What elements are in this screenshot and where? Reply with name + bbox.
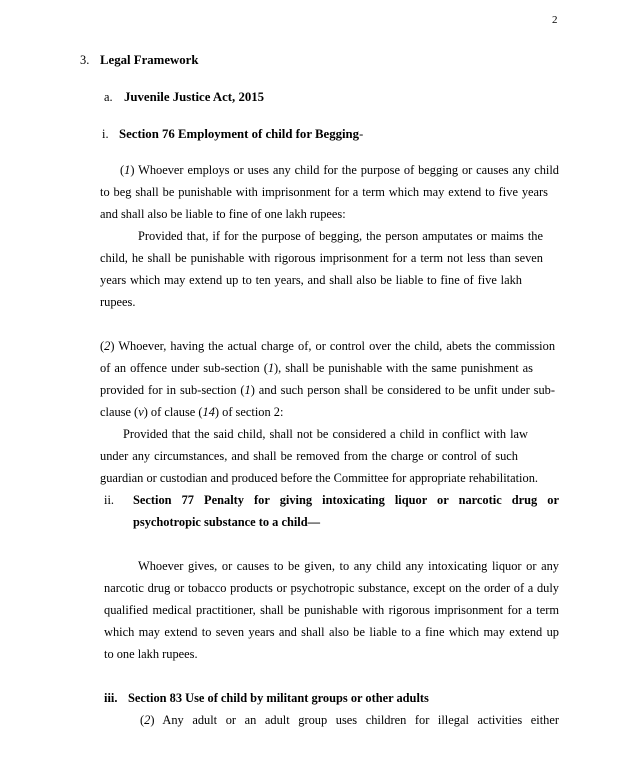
item-iii-clause-number: 2 [144,713,151,727]
item-iii-title: Section 83 Use of child by militant groups or other adults [128,691,429,705]
clause-2-line-4: clause (v) of clause (14) of section 2: [100,405,284,419]
proviso-2-line-3: guardian or custodian and produced before the Committee for appropriate rehabilitation. [100,471,538,485]
clause-1-line-2: to beg shall be punishable with imprisonment for a term which may extend to five years [100,185,548,199]
item-i-title-suffix: - [359,127,364,141]
item-ii-title-line-2: psychotropic substance to a child— [133,515,321,529]
item-ii-body-line-5: to one lakh rupees. [104,647,198,661]
item-ii-title-line-1: Section 77 Penalty for giving intoxicating liquor or narcotic drug or [133,493,559,507]
page-number: 2 [552,14,558,26]
clause-1-number: 1 [124,163,131,177]
clause-2-line-3: provided for in sub-section (1) and such person shall be considered to be unfit under sub- [100,383,555,397]
clause-1-line-3: and shall also be liable to fine of one lakh rupees: [100,207,346,221]
item-ii-body-line-1: Whoever gives, or causes to be given, to any child any intoxicating liquor or any [138,559,559,573]
clause-2-line-1: (2) Whoever, having the actual charge of, or control over the child, abets the commission [100,339,556,353]
subsection-marker: a. [104,90,113,104]
clause-2-number: 2 [104,339,111,353]
item-iii-clause-line-1: (2) Any adult or an adult group uses children for illegal activities either [140,713,560,727]
clause-2-line-2: of an offence under sub-section (1), shall be punishable with the same punishment as [100,361,533,375]
item-i-heading [119,127,363,142]
item-ii-body-line-4: which may extend to seven years and shall also be liable to a fine which may extend up [104,625,559,639]
item-i-marker: i. [102,127,109,141]
item-i-title: Section 76 Employment of child for Begging [119,127,360,141]
item-ii-body-line-2: narcotic drug or tobacco products or psychotropic substance, except on the order of a duly [104,581,559,595]
clause-1-line-1: (1) Whoever employs or uses any child for the purpose of begging or causes any child [120,163,559,177]
section-number: 3. [80,53,90,67]
proviso-1-line-3: years which may extend up to ten years, and shall also be liable to fine of five lakh [100,273,522,287]
proviso-1-line-2: child, he shall be punishable with rigorous imprisonment for a term not less than seven [100,251,543,265]
proviso-1-line-4: rupees. [100,295,136,309]
item-ii-marker: ii. [104,493,114,507]
proviso-1-line-1: Provided that, if for the purpose of begging, the person amputates or maims the [138,229,543,243]
section-title: Legal Framework [100,53,199,67]
proviso-2-line-2: under any circumstances, and shall be removed from the charge or control of such [100,449,518,463]
proviso-2-line-1: Provided that the said child, shall not be considered a child in conflict with law [123,427,528,441]
item-ii-body-line-3: qualified medical practitioner, shall be punishable with rigorous imprisonment for a term [104,603,559,617]
subsection-title: Juvenile Justice Act, 2015 [124,90,265,104]
item-iii-marker: iii. [104,691,118,705]
